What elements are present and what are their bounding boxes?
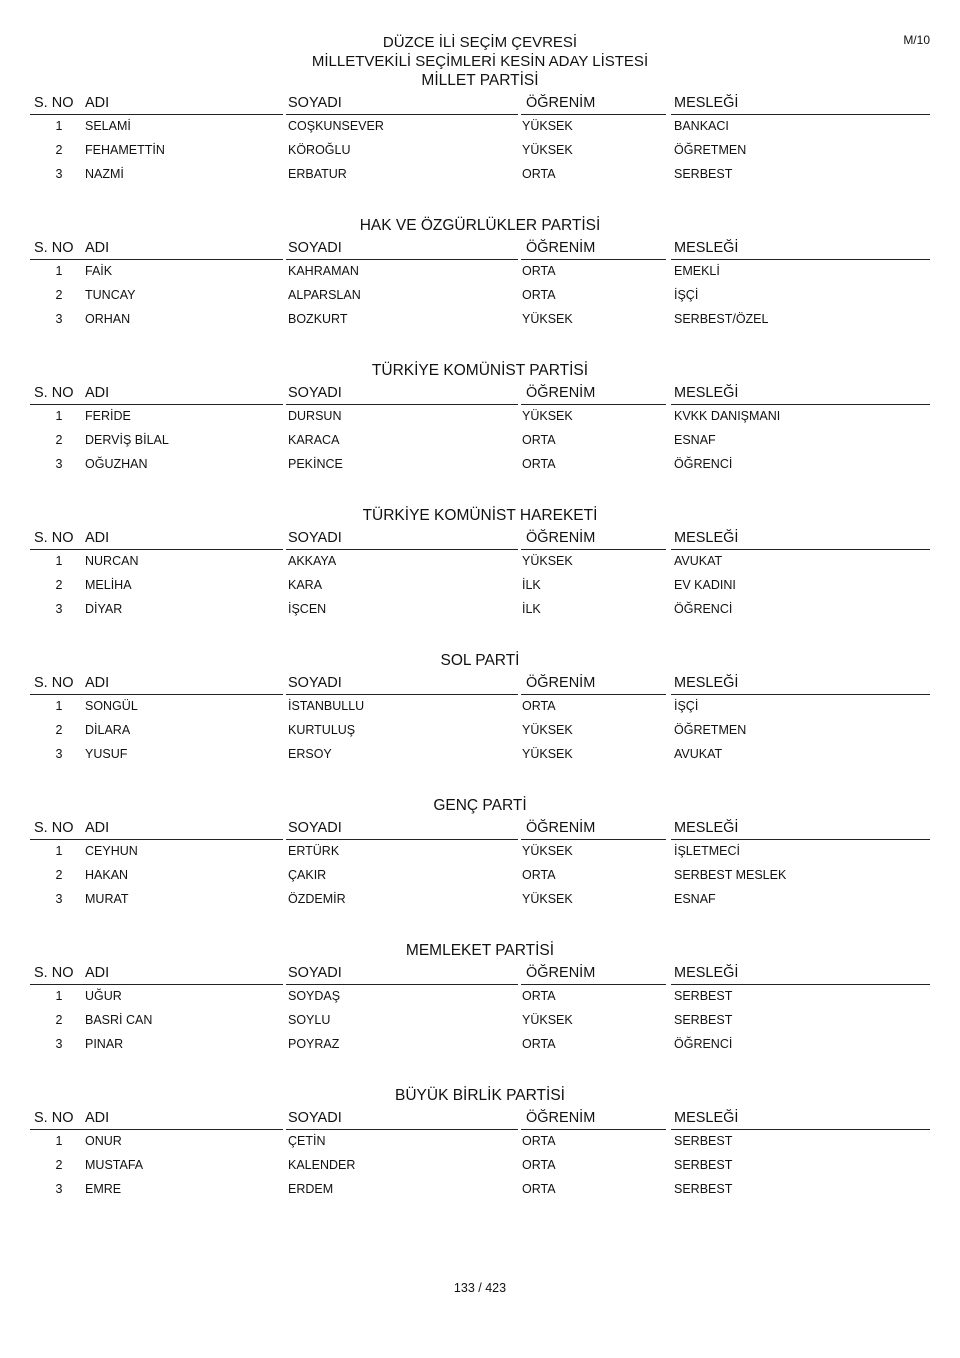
- column-header-name: ADI: [85, 95, 110, 111]
- candidate-row: [0, 864, 960, 888]
- cell-name: FERİDE: [85, 409, 131, 423]
- cell-no: 2: [55, 1158, 63, 1172]
- candidate-row: [0, 260, 960, 284]
- candidate-row: [0, 695, 960, 719]
- column-header-occupation: MESLEĞİ: [674, 965, 739, 981]
- cell-name: DİLARA: [85, 723, 131, 737]
- column-header-education: ÖĞRENİM: [526, 1110, 596, 1126]
- column-header-name: ADI: [85, 1110, 110, 1126]
- candidate-row: [0, 308, 960, 332]
- cell-education: YÜKSEK: [522, 844, 573, 858]
- cell-occupation: KVKK DANIŞMANI: [674, 409, 781, 423]
- party-title: MEMLEKET PARTİSİ: [405, 942, 555, 959]
- column-header-name: ADI: [85, 965, 110, 981]
- column-header-no: S. NO: [34, 530, 74, 546]
- column-header-row: [0, 1106, 960, 1130]
- column-header-surname: SOYADI: [288, 675, 342, 691]
- cell-name: NAZMİ: [85, 167, 124, 181]
- cell-name: ONUR: [85, 1134, 122, 1148]
- cell-no: 3: [55, 457, 63, 471]
- column-header-no: S. NO: [34, 965, 74, 981]
- party-title: TÜRKİYE KOMÜNİST HAREKETİ: [362, 507, 598, 524]
- cell-no: 3: [55, 892, 63, 906]
- cell-education: ORTA: [522, 288, 556, 302]
- cell-surname: SOYLU: [288, 1013, 331, 1027]
- cell-surname: AKKAYA: [288, 554, 337, 568]
- cell-surname: KAHRAMAN: [288, 264, 359, 278]
- cell-name: HAKAN: [85, 868, 129, 882]
- cell-occupation: SERBEST MESLEK: [674, 868, 787, 882]
- party-title: SOL PARTİ: [440, 652, 520, 669]
- candidate-row: [0, 163, 960, 187]
- cell-education: ORTA: [522, 989, 556, 1003]
- candidate-row: [0, 719, 960, 743]
- cell-occupation: İŞÇİ: [674, 699, 699, 713]
- column-header-education: ÖĞRENİM: [526, 385, 596, 401]
- cell-no: 3: [55, 1037, 63, 1051]
- cell-name: SONGÜL: [85, 699, 138, 713]
- column-header-education: ÖĞRENİM: [526, 530, 596, 546]
- cell-no: 2: [55, 723, 63, 737]
- cell-occupation: SERBEST: [674, 1158, 733, 1172]
- cell-surname: İŞCEN: [288, 602, 327, 616]
- cell-name: MUSTAFA: [85, 1158, 144, 1172]
- cell-occupation: EMEKLİ: [674, 264, 720, 278]
- candidate-row: [0, 1033, 960, 1057]
- candidate-row: [0, 1009, 960, 1033]
- cell-surname: ÇAKIR: [288, 868, 327, 882]
- cell-name: BASRİ CAN: [85, 1013, 153, 1027]
- cell-name: NURCAN: [85, 554, 139, 568]
- cell-no: 3: [55, 312, 63, 326]
- column-header-no: S. NO: [34, 820, 74, 836]
- cell-education: YÜKSEK: [522, 892, 573, 906]
- candidate-row: [0, 429, 960, 453]
- candidate-row: [0, 453, 960, 477]
- column-header-name: ADI: [85, 530, 110, 546]
- column-header-surname: SOYADI: [288, 95, 342, 111]
- cell-no: 1: [55, 264, 63, 278]
- column-header-no: S. NO: [34, 1110, 74, 1126]
- cell-no: 1: [55, 119, 63, 133]
- cell-surname: İSTANBULLU: [288, 699, 365, 713]
- cell-no: 2: [55, 578, 63, 592]
- party-section: [0, 361, 960, 477]
- cell-no: 1: [55, 699, 63, 713]
- cell-surname: ERSOY: [288, 747, 332, 761]
- cell-surname: KARA: [288, 578, 323, 592]
- party-title: MİLLET PARTİSİ: [421, 72, 539, 89]
- party-section: [0, 216, 960, 332]
- party-section: [0, 1086, 960, 1202]
- candidate-row: [0, 985, 960, 1009]
- column-header-occupation: MESLEĞİ: [674, 820, 739, 836]
- cell-name: TUNCAY: [85, 288, 136, 302]
- party-title: GENÇ PARTİ: [433, 797, 527, 814]
- cell-no: 2: [55, 1013, 63, 1027]
- column-header-row: [0, 961, 960, 985]
- cell-occupation: ESNAF: [674, 433, 716, 447]
- cell-surname: ÖZDEMİR: [288, 892, 346, 906]
- column-header-surname: SOYADI: [288, 1110, 342, 1126]
- cell-name: MELİHA: [85, 578, 132, 592]
- cell-surname: ERTÜRK: [288, 844, 340, 858]
- cell-no: 2: [55, 868, 63, 882]
- party-section: [0, 71, 960, 187]
- party-title: TÜRKİYE KOMÜNİST PARTİSİ: [371, 362, 589, 379]
- cell-no: 1: [55, 1134, 63, 1148]
- candidate-row: [0, 1178, 960, 1202]
- cell-occupation: ÖĞRENCİ: [674, 1037, 733, 1051]
- cell-surname: KARACA: [288, 433, 340, 447]
- cell-education: YÜKSEK: [522, 143, 573, 157]
- party-title: HAK VE ÖZGÜRLÜKLER PARTİSİ: [359, 217, 601, 234]
- cell-no: 2: [55, 433, 63, 447]
- party-section: [0, 506, 960, 622]
- cell-occupation: SERBEST: [674, 989, 733, 1003]
- party-section: [0, 651, 960, 767]
- cell-surname: PEKİNCE: [288, 457, 343, 471]
- column-header-row: [0, 91, 960, 115]
- cell-no: 1: [55, 409, 63, 423]
- cell-occupation: SERBEST: [674, 1182, 733, 1196]
- column-header-education: ÖĞRENİM: [526, 95, 596, 111]
- cell-name: ORHAN: [85, 312, 131, 326]
- cell-name: YUSUF: [85, 747, 128, 761]
- cell-occupation: EV KADINI: [674, 578, 736, 592]
- cell-occupation: SERBEST: [674, 167, 733, 181]
- cell-education: YÜKSEK: [522, 723, 573, 737]
- cell-education: ORTA: [522, 868, 556, 882]
- cell-no: 2: [55, 288, 63, 302]
- cell-no: 3: [55, 602, 63, 616]
- cell-education: İLK: [522, 602, 541, 616]
- party-section: [0, 941, 960, 1057]
- column-header-row: [0, 236, 960, 260]
- column-header-surname: SOYADI: [288, 965, 342, 981]
- cell-surname: ERDEM: [288, 1182, 334, 1196]
- cell-education: YÜKSEK: [522, 554, 573, 568]
- cell-occupation: ÖĞRETMEN: [674, 723, 747, 737]
- column-header-row: [0, 671, 960, 695]
- candidate-row: [0, 284, 960, 308]
- cell-occupation: AVUKAT: [674, 554, 723, 568]
- party-title: BÜYÜK BİRLİK PARTİSİ: [395, 1087, 565, 1104]
- column-header-no: S. NO: [34, 240, 74, 256]
- party-section: [0, 796, 960, 912]
- cell-education: YÜKSEK: [522, 119, 573, 133]
- cell-occupation: SERBEST: [674, 1013, 733, 1027]
- cell-occupation: İŞLETMECİ: [674, 844, 740, 858]
- candidate-row: [0, 743, 960, 767]
- cell-surname: SOYDAŞ: [288, 989, 341, 1003]
- cell-no: 1: [55, 844, 63, 858]
- column-header-occupation: MESLEĞİ: [674, 530, 739, 546]
- candidate-row: [0, 598, 960, 622]
- column-header-surname: SOYADI: [288, 240, 342, 256]
- cell-occupation: İŞÇİ: [674, 288, 699, 302]
- column-header-education: ÖĞRENİM: [526, 240, 596, 256]
- cell-occupation: ÖĞRETMEN: [674, 143, 747, 157]
- column-header-no: S. NO: [34, 675, 74, 691]
- candidate-row: [0, 1130, 960, 1154]
- cell-education: ORTA: [522, 1037, 556, 1051]
- cell-education: ORTA: [522, 1158, 556, 1172]
- cell-no: 1: [55, 989, 63, 1003]
- cell-no: 3: [55, 167, 63, 181]
- cell-occupation: AVUKAT: [674, 747, 723, 761]
- page-number: 133 / 423: [453, 1281, 507, 1295]
- cell-name: MURAT: [85, 892, 129, 906]
- column-header-surname: SOYADI: [288, 530, 342, 546]
- cell-name: EMRE: [85, 1182, 122, 1196]
- cell-education: YÜKSEK: [522, 1013, 573, 1027]
- candidate-row: [0, 574, 960, 598]
- cell-education: YÜKSEK: [522, 409, 573, 423]
- column-header-occupation: MESLEĞİ: [674, 675, 739, 691]
- page-code: M/10: [903, 33, 930, 47]
- cell-surname: ÇETİN: [288, 1134, 326, 1148]
- cell-occupation: ÖĞRENCİ: [674, 457, 733, 471]
- cell-name: DERVİŞ BİLAL: [85, 433, 169, 447]
- cell-education: YÜKSEK: [522, 747, 573, 761]
- cell-name: UĞUR: [85, 989, 122, 1003]
- column-header-no: S. NO: [34, 95, 74, 111]
- column-header-occupation: MESLEĞİ: [674, 95, 739, 111]
- cell-name: SELAMİ: [85, 119, 131, 133]
- cell-surname: DURSUN: [288, 409, 342, 423]
- cell-name: CEYHUN: [85, 844, 138, 858]
- cell-no: 3: [55, 1182, 63, 1196]
- cell-occupation: ESNAF: [674, 892, 716, 906]
- column-header-education: ÖĞRENİM: [526, 820, 596, 836]
- cell-occupation: BANKACI: [674, 119, 729, 133]
- column-header-surname: SOYADI: [288, 820, 342, 836]
- column-header-occupation: MESLEĞİ: [674, 240, 739, 256]
- cell-name: FEHAMETTİN: [85, 143, 165, 157]
- cell-education: ORTA: [522, 1182, 556, 1196]
- cell-education: YÜKSEK: [522, 312, 573, 326]
- column-header-row: [0, 526, 960, 550]
- cell-education: İLK: [522, 578, 541, 592]
- cell-occupation: ÖĞRENCİ: [674, 602, 733, 616]
- cell-surname: KÖROĞLU: [288, 143, 351, 157]
- column-header-no: S. NO: [34, 385, 74, 401]
- cell-surname: COŞKUNSEVER: [288, 119, 384, 133]
- cell-occupation: SERBEST: [674, 1134, 733, 1148]
- candidate-row: [0, 550, 960, 574]
- candidate-row: [0, 139, 960, 163]
- column-header-education: ÖĞRENİM: [526, 965, 596, 981]
- cell-surname: ALPARSLAN: [288, 288, 361, 302]
- cell-no: 2: [55, 143, 63, 157]
- column-header-name: ADI: [85, 820, 110, 836]
- column-header-surname: SOYADI: [288, 385, 342, 401]
- candidate-row: [0, 405, 960, 429]
- cell-education: ORTA: [522, 264, 556, 278]
- cell-education: ORTA: [522, 1134, 556, 1148]
- cell-name: FAİK: [85, 264, 113, 278]
- cell-surname: KURTULUŞ: [288, 723, 356, 737]
- cell-education: ORTA: [522, 457, 556, 471]
- cell-name: OĞUZHAN: [85, 457, 148, 471]
- cell-education: ORTA: [522, 699, 556, 713]
- column-header-occupation: MESLEĞİ: [674, 1110, 739, 1126]
- document-header: [0, 33, 960, 71]
- header-line-1: DÜZCE İLİ SEÇİM ÇEVRESİ: [382, 34, 578, 51]
- column-header-row: [0, 816, 960, 840]
- candidate-row: [0, 1154, 960, 1178]
- candidate-row: [0, 888, 960, 912]
- column-header-row: [0, 381, 960, 405]
- cell-name: DİYAR: [85, 602, 123, 616]
- cell-education: ORTA: [522, 433, 556, 447]
- cell-surname: BOZKURT: [288, 312, 348, 326]
- candidate-row: [0, 115, 960, 139]
- cell-name: PINAR: [85, 1037, 124, 1051]
- column-header-name: ADI: [85, 385, 110, 401]
- cell-surname: KALENDER: [288, 1158, 356, 1172]
- header-line-2: MİLLETVEKİLİ SEÇİMLERİ KESİN ADAY LİSTESİ: [311, 53, 649, 70]
- cell-occupation: SERBEST/ÖZEL: [674, 312, 769, 326]
- column-header-name: ADI: [85, 675, 110, 691]
- cell-no: 3: [55, 747, 63, 761]
- cell-education: ORTA: [522, 167, 556, 181]
- column-header-education: ÖĞRENİM: [526, 675, 596, 691]
- cell-surname: POYRAZ: [288, 1037, 340, 1051]
- column-header-name: ADI: [85, 240, 110, 256]
- column-header-occupation: MESLEĞİ: [674, 385, 739, 401]
- cell-no: 1: [55, 554, 63, 568]
- cell-surname: ERBATUR: [288, 167, 347, 181]
- candidate-row: [0, 840, 960, 864]
